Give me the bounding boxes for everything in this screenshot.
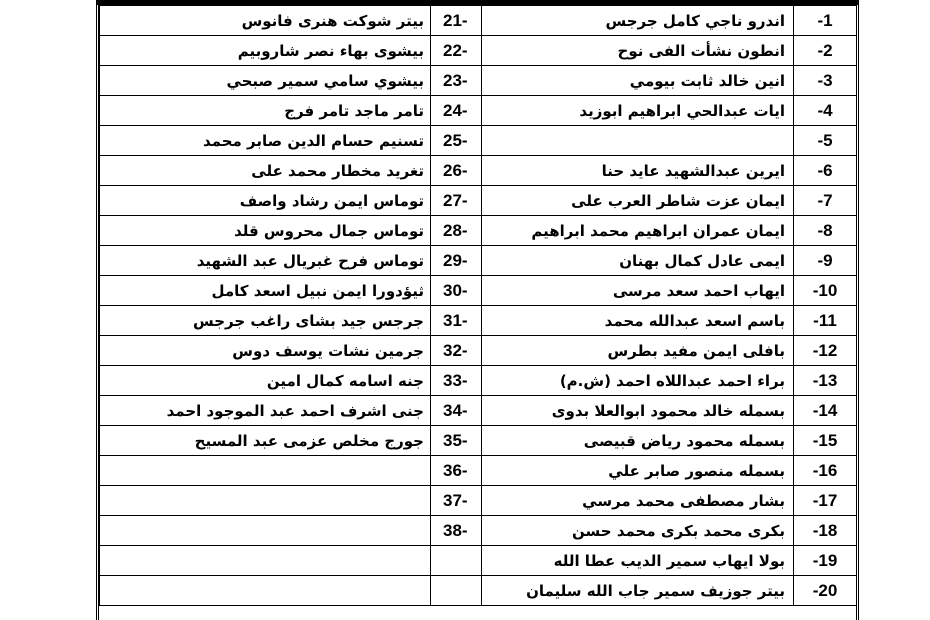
row-number-right: -14	[794, 396, 857, 426]
row-number-left: 23-	[431, 66, 482, 96]
student-name-right: بشار مصطفى محمد مرسي	[482, 486, 794, 516]
student-name-left: بيشوى بهاء نصر شاروبيم	[100, 36, 431, 66]
row-number-left	[431, 576, 482, 606]
row-number-right: -12	[794, 336, 857, 366]
student-name-right: بسمله خالد محمود ابوالعلا بدوى	[482, 396, 794, 426]
table-row	[100, 276, 857, 306]
table-row	[100, 156, 857, 186]
table-row	[100, 546, 857, 576]
student-name-right: بكرى محمد بكرى محمد حسن	[482, 516, 794, 546]
row-number-left: 21-	[431, 6, 482, 36]
row-number-right: -2	[794, 36, 857, 66]
row-number-left: 25-	[431, 126, 482, 156]
table-row	[100, 96, 857, 126]
student-name-left: تسنيم حسام الدين صابر محمد	[100, 126, 431, 156]
student-name-left: توماس جمال محروس قلد	[100, 216, 431, 246]
row-number-right: -17	[794, 486, 857, 516]
row-number-left: 29-	[431, 246, 482, 276]
student-name-left: جنى اشرف احمد عبد الموجود احمد	[100, 396, 431, 426]
row-number-right: -3	[794, 66, 857, 96]
student-name-right: اندرو ناجي كامل جرجس	[482, 6, 794, 36]
student-name-left: تامر ماجد تامر فرج	[100, 96, 431, 126]
row-number-left	[431, 546, 482, 576]
student-name-left	[100, 516, 431, 546]
table-row	[100, 126, 857, 156]
table-row	[100, 516, 857, 546]
row-number-right: -10	[794, 276, 857, 306]
table-row	[100, 336, 857, 366]
student-name-right: ايمى عادل كمال بهنان	[482, 246, 794, 276]
student-name-right: بسمله منصور صابر علي	[482, 456, 794, 486]
row-number-right: -7	[794, 186, 857, 216]
table-row	[100, 186, 857, 216]
row-number-right: -6	[794, 156, 857, 186]
student-name-left: تغريد مخطار محمد على	[100, 156, 431, 186]
row-number-right: -20	[794, 576, 857, 606]
row-number-left: 32-	[431, 336, 482, 366]
student-name-left: جرجس جيد بشاى راغب جرجس	[100, 306, 431, 336]
table-row	[100, 426, 857, 456]
student-name-right: ايات عبدالحي ابراهيم ابوزيد	[482, 96, 794, 126]
row-number-right: -5	[794, 126, 857, 156]
table-row	[100, 486, 857, 516]
student-name-right	[482, 126, 794, 156]
table-row	[100, 216, 857, 246]
row-number-left: 34-	[431, 396, 482, 426]
student-name-right: بولا ايهاب سمير الديب عطا الله	[482, 546, 794, 576]
table-row	[100, 246, 857, 276]
student-name-right: بسمله محمود رياض قبيصى	[482, 426, 794, 456]
student-name-left: جرمين نشات يوسف دوس	[100, 336, 431, 366]
table-row	[100, 366, 857, 396]
student-name-right: ايمان عزت شاطر العرب على	[482, 186, 794, 216]
student-name-left	[100, 456, 431, 486]
student-name-right: بافلى ايمن مفيد بطرس	[482, 336, 794, 366]
student-name-right: انين خالد ثابت بيومي	[482, 66, 794, 96]
row-number-right: -11	[794, 306, 857, 336]
table-row	[100, 456, 857, 486]
row-number-left: 36-	[431, 456, 482, 486]
row-number-right: -18	[794, 516, 857, 546]
table-row	[100, 576, 857, 606]
row-number-right: -16	[794, 456, 857, 486]
student-name-left	[100, 486, 431, 516]
student-name-left	[100, 546, 431, 576]
row-number-right: -19	[794, 546, 857, 576]
table-row	[100, 6, 857, 36]
table-row	[100, 66, 857, 96]
student-name-left: ثيؤدورا ايمن نبيل اسعد كامل	[100, 276, 431, 306]
row-number-left: 37-	[431, 486, 482, 516]
row-number-right: -15	[794, 426, 857, 456]
row-number-left: 28-	[431, 216, 482, 246]
row-number-right: -1	[794, 6, 857, 36]
row-number-right: -4	[794, 96, 857, 126]
student-name-right: ايمان عمران ابراهيم محمد ابراهيم	[482, 216, 794, 246]
roster-body	[100, 6, 857, 606]
table-row	[100, 396, 857, 426]
student-name-left: جورج مخلص عزمى عبد المسيح	[100, 426, 431, 456]
row-number-left: 24-	[431, 96, 482, 126]
student-roster-table	[99, 5, 857, 606]
row-number-left: 35-	[431, 426, 482, 456]
student-name-left	[100, 576, 431, 606]
student-name-right: ايرين عبدالشهيد عايد حنا	[482, 156, 794, 186]
row-number-left: 22-	[431, 36, 482, 66]
student-name-left: جنه اسامه كمال امين	[100, 366, 431, 396]
student-name-right: براء احمد عبداللاه احمد (ش.م)	[482, 366, 794, 396]
student-name-left: بيشوي سامي سمير صبحي	[100, 66, 431, 96]
table-row	[100, 36, 857, 66]
student-name-right: ايهاب احمد سعد مرسى	[482, 276, 794, 306]
student-name-left: بيتر شوكت هنرى فانوس	[100, 6, 431, 36]
row-number-right: -13	[794, 366, 857, 396]
student-name-left: توماس فرح غبريال عبد الشهيد	[100, 246, 431, 276]
student-name-right: انطون نشأت الفى نوح	[482, 36, 794, 66]
student-name-right: باسم اسعد عبدالله محمد	[482, 306, 794, 336]
row-number-left: 27-	[431, 186, 482, 216]
row-number-left: 30-	[431, 276, 482, 306]
row-number-left: 33-	[431, 366, 482, 396]
student-name-left: توماس ايمن رشاد واصف	[100, 186, 431, 216]
row-number-right: -9	[794, 246, 857, 276]
table-row	[100, 306, 857, 336]
row-number-left: 26-	[431, 156, 482, 186]
row-number-left: 38-	[431, 516, 482, 546]
row-number-right: -8	[794, 216, 857, 246]
row-number-left: 31-	[431, 306, 482, 336]
student-name-right: بيتر جوزيف سمير جاب الله سليمان	[482, 576, 794, 606]
